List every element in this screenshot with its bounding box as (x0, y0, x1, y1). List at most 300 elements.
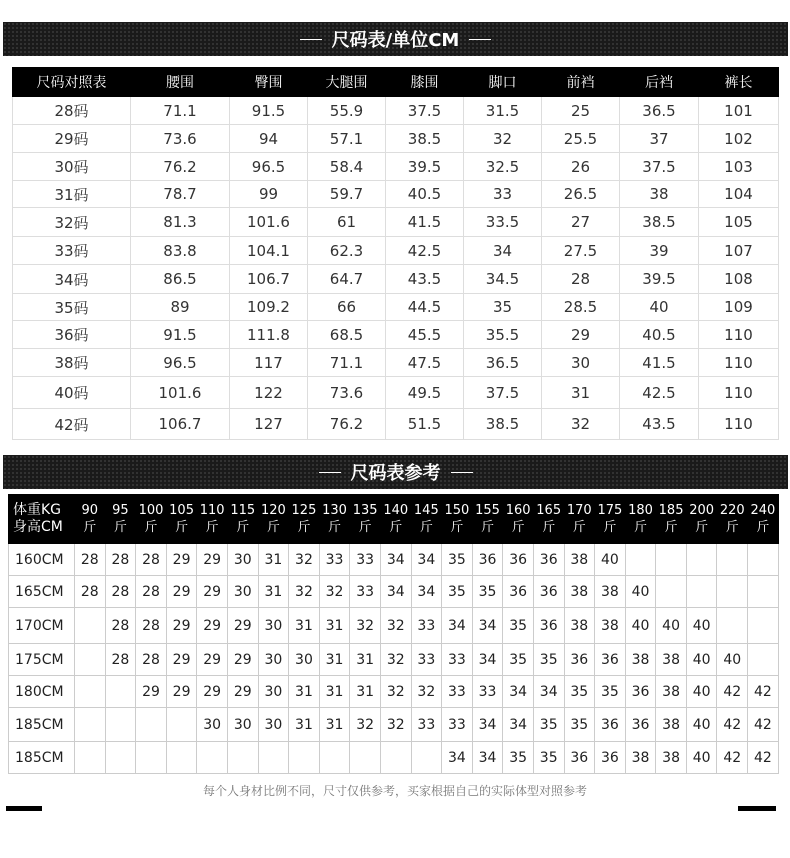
size-cell: 28 (75, 576, 106, 608)
weight-value: 165 (536, 503, 562, 518)
size-cell: 28 (75, 544, 106, 576)
weight-value: 135 (352, 503, 378, 518)
size-cell: 34 (411, 576, 442, 608)
disclaimer-note: 每个人身材比例不同，尺寸仅供参考，买家根据自己的实际体型对照参考 (202, 784, 587, 798)
size-cell (289, 742, 320, 774)
size-cell: 33 (319, 544, 350, 576)
table-cell: 35码 (13, 294, 131, 321)
table-cell: 81.3 (131, 208, 230, 237)
table-cell: 32 (464, 125, 542, 153)
table-cell: 40 (620, 294, 699, 321)
weight-unit: 斤 (511, 520, 525, 535)
size-cell: 29 (197, 608, 228, 644)
size-cell: 33 (472, 676, 503, 708)
size-cell: 29 (227, 676, 258, 708)
size-cell: 36 (595, 742, 626, 774)
table-cell: 66 (308, 294, 386, 321)
table-cell: 109 (699, 294, 779, 321)
table-cell: 27 (542, 208, 620, 237)
weight-header-cell (595, 495, 626, 544)
size-cell: 38 (625, 742, 656, 774)
size-cell (686, 576, 717, 608)
size-cell (75, 742, 106, 774)
weight-value: 180 (628, 503, 653, 518)
size-cell: 35 (595, 676, 626, 708)
size-cell: 35 (503, 644, 534, 676)
table-cell: 34.5 (464, 265, 542, 294)
size-cell: 34 (442, 742, 473, 774)
size-reference-title: 尺码表参考 (350, 463, 441, 484)
size-cell: 29 (136, 676, 167, 708)
size-cell (105, 742, 136, 774)
table1-header-cell: 腰围 (131, 68, 230, 97)
table-cell: 94 (230, 125, 308, 153)
table-row (13, 237, 779, 265)
table1-header-row (13, 68, 779, 97)
size-chart-title: 尺码表/单位CM (331, 30, 460, 51)
height-cell: 160CM (9, 544, 75, 576)
size-cell: 33 (350, 576, 381, 608)
size-cell: 34 (380, 544, 411, 576)
size-cell (656, 544, 687, 576)
table-cell: 42码 (13, 409, 131, 440)
weight-unit: 斤 (633, 520, 647, 535)
table-cell: 101 (699, 97, 779, 125)
size-cell: 38 (656, 742, 687, 774)
weight-value: 155 (475, 503, 500, 518)
weight-unit: 斤 (328, 520, 342, 535)
height-cell: 185CM (9, 742, 75, 774)
size-cell: 40 (625, 576, 656, 608)
footer-bar-left (6, 806, 42, 811)
table-cell: 111.8 (230, 321, 308, 349)
size-cell: 32 (319, 576, 350, 608)
size-cell: 31 (258, 576, 289, 608)
table-cell: 96.5 (230, 153, 308, 181)
table-cell: 43.5 (620, 409, 699, 440)
weight-unit: 斤 (450, 520, 464, 535)
size-cell (75, 608, 106, 644)
table-cell: 38码 (13, 349, 131, 377)
size-cell: 35 (503, 608, 534, 644)
size-cell (686, 544, 717, 576)
weight-value: 175 (597, 503, 623, 518)
table-cell: 109.2 (230, 294, 308, 321)
table-cell: 76.2 (131, 153, 230, 181)
size-cell: 33 (442, 676, 473, 708)
table-cell: 42.5 (620, 377, 699, 409)
table-cell: 42.5 (386, 237, 464, 265)
table-cell: 102 (699, 125, 779, 153)
weight-unit: 斤 (205, 520, 219, 535)
size-cell: 42 (748, 676, 779, 708)
table1-header-cell: 裤长 (699, 68, 779, 97)
height-cell: 175CM (9, 644, 75, 676)
weight-header-cell (197, 495, 228, 544)
title-dash-left (300, 39, 322, 40)
weight-header-cell (564, 495, 595, 544)
weight-value: 100 (138, 503, 164, 518)
size-cell (197, 742, 228, 774)
size-cell: 31 (319, 644, 350, 676)
weight-header-cell (472, 495, 503, 544)
table-cell: 38 (620, 181, 699, 208)
size-reference-table (8, 494, 779, 774)
corner-header (9, 495, 75, 544)
size-cell: 34 (442, 608, 473, 644)
table1-header-cell: 膝围 (386, 68, 464, 97)
table-cell: 28.5 (542, 294, 620, 321)
size-cell: 32 (350, 608, 381, 644)
size-cell: 36 (564, 742, 595, 774)
title-dash-left (319, 472, 341, 473)
size-cell (748, 644, 779, 676)
table-cell: 38.5 (464, 409, 542, 440)
size-cell: 29 (166, 608, 197, 644)
table-row (13, 125, 779, 153)
weight-header-cell (227, 495, 258, 544)
weight-unit: 斤 (113, 520, 127, 535)
size-cell (350, 742, 381, 774)
table-cell: 40.5 (620, 321, 699, 349)
size-cell: 35 (564, 708, 595, 742)
size-cell: 42 (717, 676, 748, 708)
size-cell: 30 (227, 708, 258, 742)
table-cell: 29码 (13, 125, 131, 153)
weight-header-cell (717, 495, 748, 544)
size-cell: 32 (411, 676, 442, 708)
weight-unit: 斤 (481, 520, 495, 535)
table-cell: 33码 (13, 237, 131, 265)
weight-header-cell (380, 495, 411, 544)
size-cell (380, 742, 411, 774)
table-cell: 30码 (13, 153, 131, 181)
size-cell: 35 (442, 576, 473, 608)
table-cell: 40码 (13, 377, 131, 409)
size-cell: 38 (656, 644, 687, 676)
table-cell: 62.3 (308, 237, 386, 265)
size-cell: 33 (411, 708, 442, 742)
size-cell: 33 (411, 644, 442, 676)
size-cell: 32 (289, 544, 320, 576)
weight-unit: 斤 (664, 520, 678, 535)
size-cell: 28 (136, 576, 167, 608)
size-cell: 33 (442, 708, 473, 742)
size-cell: 28 (105, 644, 136, 676)
table-row (13, 349, 779, 377)
size-cell: 42 (717, 742, 748, 774)
table-cell: 64.7 (308, 265, 386, 294)
table-cell: 59.7 (308, 181, 386, 208)
table-row (9, 644, 779, 676)
weight-unit: 斤 (144, 520, 158, 535)
size-cell: 34 (380, 576, 411, 608)
weight-header-cell (136, 495, 167, 544)
weight-unit: 斤 (695, 520, 709, 535)
table-row (9, 708, 779, 742)
size-cell: 34 (503, 676, 534, 708)
table-cell: 106.7 (230, 265, 308, 294)
size-cell (748, 544, 779, 576)
table-row (13, 409, 779, 440)
table-cell: 28码 (13, 97, 131, 125)
table-cell: 37.5 (386, 97, 464, 125)
table-cell: 36.5 (620, 97, 699, 125)
table-cell: 105 (699, 208, 779, 237)
size-cell (105, 676, 136, 708)
table-row (9, 576, 779, 608)
table-cell: 55.9 (308, 97, 386, 125)
size-measurement-table (12, 67, 779, 440)
table-cell: 25.5 (542, 125, 620, 153)
size-cell: 38 (595, 576, 626, 608)
size-cell: 29 (166, 544, 197, 576)
weight-header-cell (258, 495, 289, 544)
table-cell: 107 (699, 237, 779, 265)
size-cell: 31 (319, 676, 350, 708)
size-cell: 40 (686, 708, 717, 742)
table-cell: 34 (464, 237, 542, 265)
size-cell: 32 (350, 708, 381, 742)
table-cell: 35 (464, 294, 542, 321)
table-cell: 106.7 (131, 409, 230, 440)
weight-unit: 斤 (756, 520, 770, 535)
size-cell: 38 (564, 608, 595, 644)
size-cell (748, 576, 779, 608)
size-cell (656, 576, 687, 608)
weight-value: 130 (322, 503, 347, 518)
size-cell: 30 (258, 676, 289, 708)
size-cell: 38 (564, 544, 595, 576)
weight-unit: 斤 (297, 520, 311, 535)
table-row (13, 294, 779, 321)
weight-value: 220 (719, 503, 745, 518)
size-cell: 28 (136, 644, 167, 676)
table-row (9, 608, 779, 644)
table-cell: 32码 (13, 208, 131, 237)
table-cell: 96.5 (131, 349, 230, 377)
size-cell: 34 (472, 708, 503, 742)
size-cell: 38 (564, 576, 595, 608)
size-cell: 31 (258, 544, 289, 576)
weight-header-cell (319, 495, 350, 544)
weight-header-cell (686, 495, 717, 544)
weight-label: 体重KG (13, 502, 62, 518)
weight-value: 145 (413, 503, 439, 518)
size-cell: 40 (686, 742, 717, 774)
weight-value: 120 (260, 503, 286, 518)
weight-unit: 斤 (83, 520, 97, 535)
table-cell: 36码 (13, 321, 131, 349)
weight-value: 110 (199, 503, 225, 518)
size-cell: 40 (717, 644, 748, 676)
table-row (13, 153, 779, 181)
size-cell: 31 (289, 608, 320, 644)
weight-unit: 斤 (266, 520, 280, 535)
table-row (13, 377, 779, 409)
table-cell: 26 (542, 153, 620, 181)
table-cell: 122 (230, 377, 308, 409)
table-cell: 101.6 (131, 377, 230, 409)
size-cell: 30 (289, 644, 320, 676)
table-cell: 25 (542, 97, 620, 125)
size-cell: 32 (289, 576, 320, 608)
size-cell: 35 (533, 742, 564, 774)
size-cell (625, 544, 656, 576)
size-cell: 28 (105, 576, 136, 608)
weight-value: 185 (658, 503, 684, 518)
size-chart-title-bar (3, 22, 788, 56)
size-cell: 40 (686, 644, 717, 676)
weight-value: 115 (230, 503, 256, 518)
table-row (13, 208, 779, 237)
weight-value: 160 (505, 503, 531, 518)
size-cell: 31 (319, 708, 350, 742)
size-cell: 30 (227, 544, 258, 576)
weight-value: 95 (112, 503, 129, 518)
height-cell: 185CM (9, 708, 75, 742)
weight-value: 140 (383, 503, 409, 518)
size-cell: 28 (136, 544, 167, 576)
table-cell: 104.1 (230, 237, 308, 265)
size-cell: 36 (595, 644, 626, 676)
table-cell: 91.5 (131, 321, 230, 349)
table-cell: 61 (308, 208, 386, 237)
weight-unit: 斤 (419, 520, 433, 535)
size-cell: 29 (197, 576, 228, 608)
weight-header-cell (350, 495, 381, 544)
size-cell (258, 742, 289, 774)
table-cell: 33 (464, 181, 542, 208)
size-cell: 30 (258, 708, 289, 742)
table-cell: 89 (131, 294, 230, 321)
table-cell: 32 (542, 409, 620, 440)
size-cell: 42 (748, 708, 779, 742)
size-cell (136, 742, 167, 774)
size-cell: 40 (686, 608, 717, 644)
size-cell: 33 (350, 544, 381, 576)
footer-bar-right (738, 806, 776, 811)
size-cell: 32 (380, 676, 411, 708)
table-cell: 104 (699, 181, 779, 208)
table-cell: 73.6 (131, 125, 230, 153)
size-cell: 29 (166, 576, 197, 608)
size-cell: 29 (197, 644, 228, 676)
title-dash-right (469, 39, 491, 40)
weight-header-cell (289, 495, 320, 544)
size-cell: 38 (656, 708, 687, 742)
size-cell: 36 (595, 708, 626, 742)
size-cell: 42 (717, 708, 748, 742)
size-cell (75, 708, 106, 742)
table1-header-cell: 尺码对照表 (13, 68, 131, 97)
size-cell: 35 (533, 708, 564, 742)
size-cell: 35 (503, 742, 534, 774)
table-row (13, 321, 779, 349)
size-cell: 38 (656, 676, 687, 708)
weight-value: 150 (444, 503, 470, 518)
table-cell: 35.5 (464, 321, 542, 349)
table-cell: 32.5 (464, 153, 542, 181)
table-cell: 49.5 (386, 377, 464, 409)
weight-unit: 斤 (603, 520, 617, 535)
weight-value: 90 (81, 503, 99, 518)
size-cell: 30 (227, 576, 258, 608)
size-cell: 40 (686, 676, 717, 708)
height-cell: 170CM (9, 608, 75, 644)
size-cell: 40 (656, 608, 687, 644)
weight-header-cell (411, 495, 442, 544)
size-cell (717, 544, 748, 576)
size-cell (166, 742, 197, 774)
size-cell: 36 (625, 708, 656, 742)
size-cell (411, 742, 442, 774)
weight-header-cell (625, 495, 656, 544)
size-cell: 34 (503, 708, 534, 742)
table-cell: 31码 (13, 181, 131, 208)
size-cell: 33 (442, 644, 473, 676)
size-cell: 30 (197, 708, 228, 742)
table1-header-cell: 脚口 (464, 68, 542, 97)
size-cell: 35 (442, 544, 473, 576)
size-cell: 29 (166, 676, 197, 708)
table-cell: 44.5 (386, 294, 464, 321)
size-cell: 40 (625, 608, 656, 644)
weight-header-cell (166, 495, 197, 544)
size-cell: 35 (472, 576, 503, 608)
table-cell: 37.5 (620, 153, 699, 181)
table-cell: 86.5 (131, 265, 230, 294)
title-dash-right (451, 472, 473, 473)
table-cell: 101.6 (230, 208, 308, 237)
size-cell (319, 742, 350, 774)
table-cell: 30 (542, 349, 620, 377)
size-cell: 31 (289, 708, 320, 742)
size-cell: 34 (472, 644, 503, 676)
table-cell: 39.5 (620, 265, 699, 294)
size-cell: 35 (533, 644, 564, 676)
size-cell: 29 (197, 676, 228, 708)
table-cell: 83.8 (131, 237, 230, 265)
size-cell: 30 (258, 644, 289, 676)
weight-header-cell (105, 495, 136, 544)
size-cell: 28 (105, 608, 136, 644)
size-cell (227, 742, 258, 774)
size-cell: 29 (197, 544, 228, 576)
size-cell: 31 (319, 608, 350, 644)
size-cell: 31 (350, 676, 381, 708)
table-cell: 41.5 (620, 349, 699, 377)
size-cell (75, 676, 106, 708)
size-cell: 34 (472, 608, 503, 644)
size-cell: 29 (227, 644, 258, 676)
table-row (13, 97, 779, 125)
weight-value: 125 (291, 503, 317, 518)
size-cell: 36 (472, 544, 503, 576)
size-cell: 31 (289, 676, 320, 708)
size-cell: 29 (166, 644, 197, 676)
table-row (9, 742, 779, 774)
table-cell: 29 (542, 321, 620, 349)
size-cell: 33 (411, 608, 442, 644)
table-cell: 39.5 (386, 153, 464, 181)
table-cell: 43.5 (386, 265, 464, 294)
table-cell: 91.5 (230, 97, 308, 125)
table-cell: 58.4 (308, 153, 386, 181)
weight-header-cell (503, 495, 534, 544)
size-cell: 42 (748, 742, 779, 774)
table-cell: 27.5 (542, 237, 620, 265)
